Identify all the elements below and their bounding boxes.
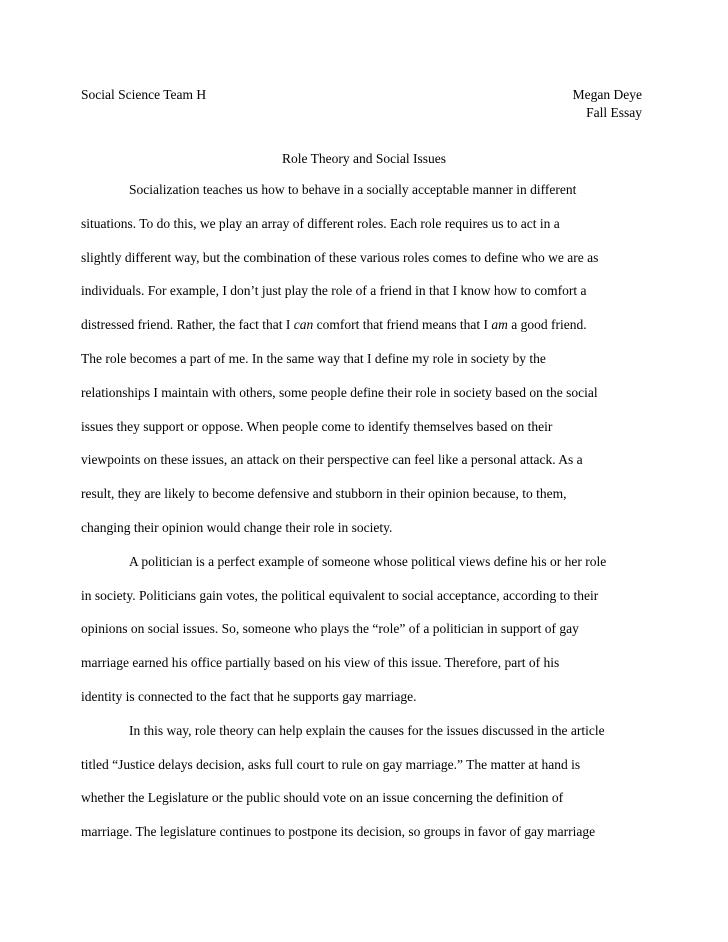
body-line (81, 207, 651, 241)
body-text-run: distressed friend. Rather, the fact that I (81, 317, 294, 333)
body-text-run: Socialization teaches us how to behave in a socially acceptable manner in different (129, 182, 577, 197)
body-emphasis: can (293, 317, 314, 333)
body-line (81, 410, 651, 444)
body-line (81, 477, 651, 511)
body-line (81, 308, 651, 342)
body-text-run: whether the Legislature or the public should vote on an issue concerning the definition of (81, 790, 564, 806)
body-text-run: viewpoints on these issues, an attack on their perspective can feel like a personal attack. As a (81, 452, 583, 468)
body-text-run: situations. To do this, we play an array of different roles. Each role requires us to act in a (81, 215, 560, 231)
essay-title: Role Theory and Social Issues (282, 151, 446, 166)
body-emphasis: am (491, 317, 508, 333)
body-line (81, 815, 651, 849)
body-line (81, 173, 651, 207)
body-line (81, 646, 651, 680)
body-line (81, 781, 651, 815)
body-text-run: marriage earned his office partially based on his view of this issue. Therefore, part of his (81, 655, 560, 671)
body-line (81, 545, 651, 579)
body-line (81, 241, 651, 275)
body-line (81, 511, 651, 545)
body-text-run: In this way, role theory can help explain the causes for the issues discussed in the article (129, 722, 605, 738)
body-text-run: A politician is a perfect example of someone whose political views define his or her role (129, 553, 607, 569)
body-text-run: comfort that friend means that I (313, 317, 492, 333)
header-author-block (573, 86, 642, 122)
body-text-run: changing their opinion would change their role in society. (81, 519, 393, 535)
body-text-run: slightly different way, but the combination of these various roles comes to define who we are as (81, 249, 599, 265)
body-text-run: in society. Politicians gain votes, the political equivalent to social acceptance, according to their (81, 587, 599, 603)
header-team: Social Science Team H (81, 87, 207, 102)
body-text-run: marriage. The legislature continues to postpone its decision, so groups in favor of gay marriage (81, 824, 596, 840)
essay-body (81, 173, 651, 849)
body-text-run: titled “Justice delays decision, asks full court to rule on gay marriage.” The matter at hand is (81, 756, 581, 772)
body-text-run: The role becomes a part of me. In the same way that I define my role in society by the (81, 350, 546, 366)
body-line (81, 579, 651, 613)
body-text-run: relationships I maintain with others, some people define their role in society based on the social (81, 384, 598, 400)
body-text-run: identity is connected to the fact that he supports gay marriage. (81, 688, 417, 704)
body-line (81, 342, 651, 376)
header-essay-type: Fall Essay (586, 105, 642, 120)
body-line (81, 274, 651, 308)
body-line (81, 714, 651, 748)
header-author-name: Megan Deye (572, 87, 642, 102)
body-line (81, 443, 651, 477)
body-line (81, 612, 651, 646)
body-text-run: a good friend. (507, 317, 587, 333)
body-text-run: result, they are likely to become defensive and stubborn in their opinion because, to them, (81, 486, 567, 502)
body-line (81, 748, 651, 782)
body-text-run: individuals. For example, I don’t just play the role of a friend in that I know how to comfort a (81, 283, 587, 299)
body-text-run: issues they support or oppose. When people come to identify themselves based on their (81, 418, 553, 434)
body-text-run: opinions on social issues. So, someone who plays the “role” of a politician in support of gay (81, 621, 579, 637)
body-line (81, 680, 651, 714)
body-line (81, 376, 651, 410)
